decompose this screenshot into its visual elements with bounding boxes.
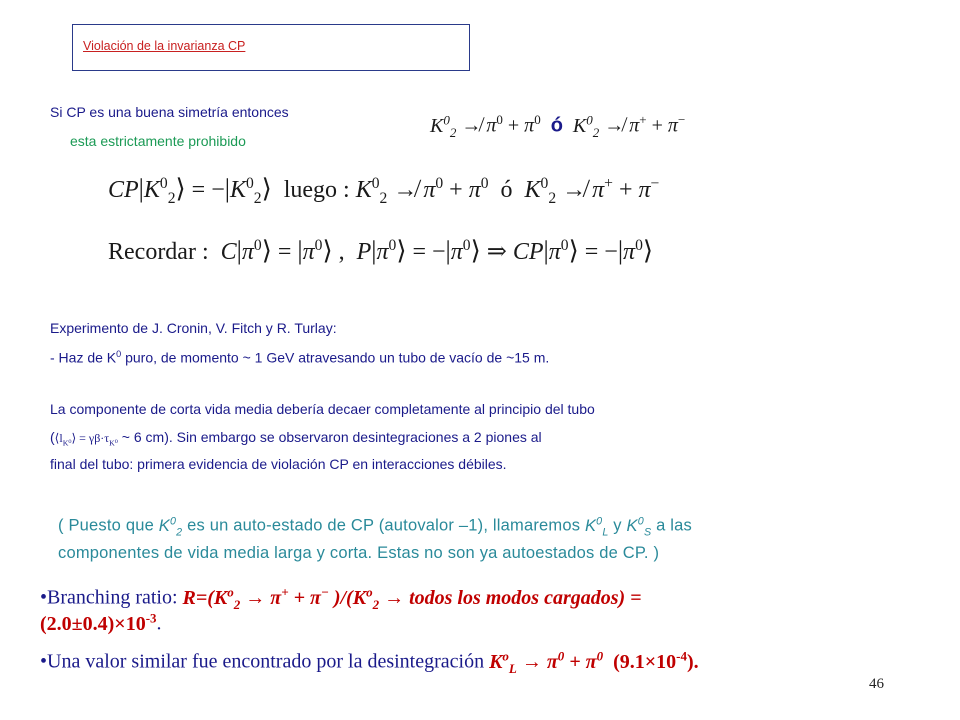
note-line-1: ( Puesto que $K^0_2$ es un auto-estado de CP (autovalor –1), llamaremos $K^0_L$ y $K^0_S$ a las: [58, 515, 692, 538]
component-line-2: ($⟨l_{K^0}⟩ = \gamma\beta\cdot\tau_{K^0}$ ~ 6 cm). Sin embargo se observaron desintegraciones a 2 piones al: [50, 429, 542, 448]
experiment-line-2: - Haz de $K^0$ puro, de momento ~ 1 GeV atravesando un tubo de vacío de ~15 m.: [50, 349, 550, 366]
slide-title: Violación de la invarianza CP: [83, 39, 246, 53]
note-line-2: componentes de vida media larga y corta. Estas no son ya autoestados de CP. ): [58, 544, 660, 562]
bullet-branching-ratio: •Branching ratio: $R=(K^o_2 \to \pi^+ + \pi^-$ )$/(K^o_2$ → todos los modos cargados) =: [40, 584, 642, 612]
title-box: [72, 24, 470, 71]
intro-line-1: Si CP es una buena simetría entonces: [50, 104, 289, 120]
component-line-3: final del tubo: primera evidencia de violación CP en interacciones débiles.: [50, 456, 507, 472]
equation-recordar: Recordar : $C|\pi^0⟩$ = $|\pi^0⟩$ , $P|\pi^0⟩$ = $-|\pi^0⟩$ ⇒ $CP|\pi^0⟩$ = $-|\pi^0⟩$: [108, 236, 654, 265]
intro-line-2: esta estrictamente prohibido: [70, 133, 246, 149]
component-line-1: La componente de corta vida media debería decaer completamente al principio del tubo: [50, 401, 595, 417]
equation-cp-eigenvalue: $CP|K^0_2⟩$ = $-|K^0_2⟩$ luego : $K^0_2$ ↛ $\pi^0 + \pi^0$ ó $K^0_2$ ↛ π+ + π−: [108, 174, 660, 207]
experiment-line-1: Experimento de J. Cronin, V. Fitch y R. Turlay:: [50, 320, 337, 336]
bullet-kl-decay: •Una valor similar fue encontrado por la desintegración $K^o_L \to \pi^0 + \pi^0$ $(9.1\times 10^{-4})$.: [40, 648, 699, 676]
page-number: 46: [869, 676, 884, 692]
branching-ratio-value: $(2.0\pm 0.4)\times 10^{-3}$.: [40, 610, 162, 635]
forbidden-decays: $K^0_2$ ↛ $\pi^0 + \pi^0$ ó $K^0_2$ ↛ π+ + π−: [430, 112, 686, 140]
